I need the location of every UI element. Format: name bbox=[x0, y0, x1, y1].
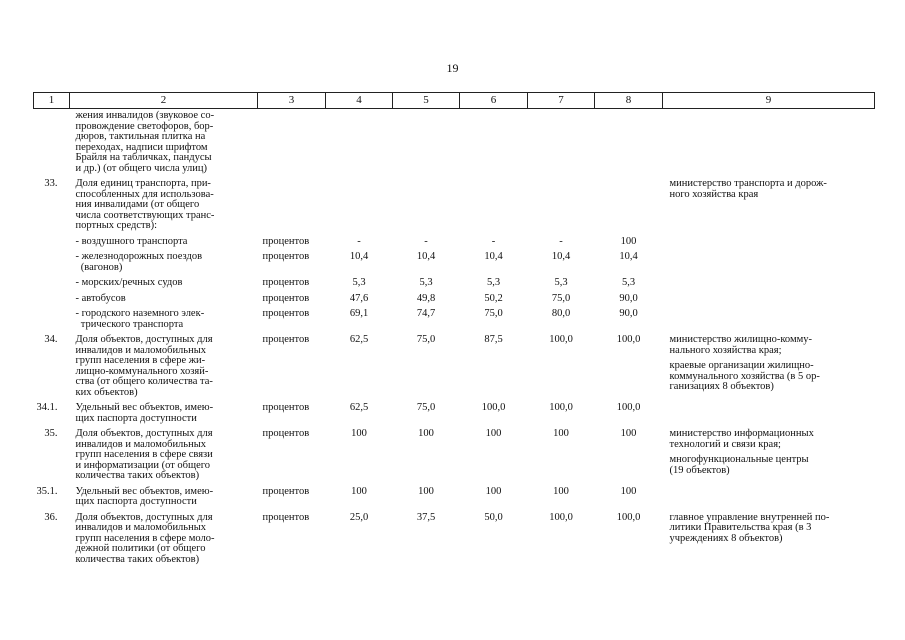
row-number bbox=[34, 292, 70, 308]
column-header: 7 bbox=[528, 93, 595, 109]
value-cell: 90,0 bbox=[619, 292, 638, 304]
table-row bbox=[34, 333, 875, 401]
value-cell: 50,2 bbox=[484, 292, 503, 304]
value-cell: 100,0 bbox=[616, 402, 641, 413]
indicator-name: - воздушного транспорта bbox=[75, 235, 188, 247]
table-row bbox=[34, 292, 875, 308]
table-row bbox=[34, 485, 875, 511]
unit-cell: процентов bbox=[262, 235, 310, 247]
unit-cell: процентов bbox=[262, 485, 310, 497]
column-header: 4 bbox=[326, 93, 393, 109]
table-body bbox=[34, 109, 875, 569]
row-number bbox=[34, 250, 70, 276]
unit-cell: процентов bbox=[262, 334, 310, 345]
responsible-entry: главное управление внутренней по- литики Правительства края (в 3 учреждениях 8 объектов) bbox=[669, 511, 830, 544]
column-header: 5 bbox=[393, 93, 460, 109]
value-cell: 100 bbox=[620, 235, 637, 247]
responsible-cell bbox=[663, 177, 875, 235]
value-cell: 100 bbox=[351, 485, 367, 497]
value-cell: 62,5 bbox=[349, 402, 369, 413]
value-cell: 50,0 bbox=[484, 511, 503, 523]
header-row bbox=[34, 93, 875, 109]
indicator-name: Доля объектов, доступных для инвалидов и маломобильных групп населения в сфере моло- дежной политики (от общего количества таких объектов) bbox=[75, 511, 215, 565]
unit-cell: процентов bbox=[262, 292, 310, 304]
value-cell bbox=[393, 177, 460, 235]
table-row bbox=[34, 276, 875, 292]
unit-cell: процентов bbox=[262, 308, 310, 319]
value-cell: - bbox=[559, 235, 563, 247]
value-cell: 10,4 bbox=[416, 251, 436, 262]
unit-cell bbox=[258, 109, 326, 178]
unit-cell bbox=[258, 177, 326, 235]
row-number: 33. bbox=[44, 178, 58, 189]
table-row bbox=[34, 307, 875, 333]
column-header: 8 bbox=[595, 93, 663, 109]
value-cell bbox=[595, 177, 663, 235]
value-cell: 100,0 bbox=[616, 511, 641, 523]
indicator-name: - железнодорожных поездов (вагонов) bbox=[75, 251, 203, 273]
indicator-name: Доля объектов, доступных для инвалидов и маломобильных групп населения в сфере связи и информатизации (от общего количества таких объектов) bbox=[75, 428, 213, 481]
table-row bbox=[34, 511, 875, 569]
value-cell: 37,5 bbox=[416, 511, 436, 523]
value-cell: - bbox=[424, 235, 428, 247]
value-cell bbox=[393, 109, 460, 178]
responsible-entry: министерство транспорта и дорож- ного хозяйства края bbox=[669, 178, 827, 200]
responsible-cell bbox=[663, 250, 875, 276]
value-cell: 100,0 bbox=[549, 334, 573, 345]
row-number: 35.1. bbox=[36, 485, 58, 497]
value-cell: 75,0 bbox=[551, 292, 571, 304]
value-cell: 74,7 bbox=[416, 308, 436, 319]
value-cell bbox=[528, 109, 595, 178]
value-cell: 62,5 bbox=[349, 334, 369, 345]
value-cell: 49,8 bbox=[416, 292, 436, 304]
value-cell: 5,3 bbox=[621, 277, 636, 288]
table-row bbox=[34, 177, 875, 235]
responsible-cell bbox=[663, 292, 875, 308]
table-row bbox=[34, 427, 875, 485]
value-cell: 5,3 bbox=[486, 277, 501, 288]
value-cell bbox=[460, 109, 528, 178]
value-cell: 47,6 bbox=[349, 292, 369, 304]
value-cell: - bbox=[357, 235, 361, 247]
value-cell: 100 bbox=[553, 485, 569, 497]
value-cell: 75,0 bbox=[416, 402, 436, 413]
value-cell: 69,1 bbox=[349, 308, 369, 319]
row-number bbox=[34, 276, 70, 292]
unit-cell: процентов bbox=[262, 251, 310, 262]
row-number: 34.1. bbox=[36, 402, 58, 413]
value-cell: - bbox=[491, 235, 496, 247]
value-cell: 100 bbox=[418, 428, 434, 439]
row-number bbox=[34, 307, 70, 333]
responsible-cell bbox=[663, 276, 875, 292]
responsible-entry: многофункциональные центры (19 объектов) bbox=[669, 454, 809, 476]
table-row bbox=[34, 235, 875, 251]
unit-cell: процентов bbox=[262, 511, 310, 523]
value-cell: 100,0 bbox=[549, 402, 573, 413]
value-cell: 100,0 bbox=[481, 402, 506, 413]
responsible-entry: министерство информационных технологий и связи края; bbox=[669, 428, 814, 450]
value-cell: 75,0 bbox=[484, 308, 503, 319]
value-cell: 100 bbox=[418, 485, 434, 497]
column-header: 1 bbox=[34, 93, 70, 109]
column-header: 3 bbox=[258, 93, 326, 109]
row-number bbox=[34, 109, 70, 178]
responsible-cell bbox=[663, 109, 875, 178]
indicator-name: Доля объектов, доступных для инвалидов и маломобильных групп населения в сфере жи- лищно-коммунального хозяй- ства (от общего количества та- ких объектов) bbox=[75, 334, 213, 398]
value-cell: 100,0 bbox=[616, 334, 641, 345]
row-number: 36. bbox=[44, 511, 58, 523]
indicator-name: - автобусов bbox=[75, 292, 126, 304]
responsible-entry: министерство жилищно-комму- нального хозяйства края; bbox=[669, 334, 813, 356]
value-cell: 10,4 bbox=[349, 251, 369, 262]
unit-cell: процентов bbox=[262, 402, 310, 413]
value-cell: 10,4 bbox=[484, 251, 503, 262]
column-header: 2 bbox=[70, 93, 258, 109]
value-cell: 5,3 bbox=[352, 277, 366, 288]
indicator-name: - морских/речных судов bbox=[75, 277, 183, 288]
value-cell: 10,4 bbox=[551, 251, 571, 262]
value-cell: 75,0 bbox=[416, 334, 436, 345]
responsible-cell bbox=[663, 401, 875, 427]
indicator-name: - городского наземного элек- трического транспорта bbox=[75, 308, 205, 330]
value-cell: 80,0 bbox=[551, 308, 571, 319]
responsible-cell bbox=[663, 485, 875, 511]
responsible-cell bbox=[663, 333, 875, 401]
value-cell: 5,3 bbox=[554, 277, 568, 288]
value-cell: 100 bbox=[351, 428, 367, 439]
value-cell: 10,4 bbox=[619, 251, 638, 262]
value-cell bbox=[326, 109, 393, 178]
responsible-entry: краевые организации жилищно- коммунального хозяйства (в 5 ор- ганизациях 8 объектов) bbox=[669, 360, 820, 392]
value-cell bbox=[595, 109, 663, 178]
indicators-table bbox=[33, 92, 875, 568]
value-cell bbox=[460, 177, 528, 235]
page-number: 19 bbox=[446, 61, 459, 75]
value-cell: 25,0 bbox=[349, 511, 369, 523]
responsible-cell bbox=[663, 235, 875, 251]
responsible-cell bbox=[663, 511, 875, 569]
table-row bbox=[34, 250, 875, 276]
unit-cell: процентов bbox=[262, 277, 310, 288]
indicator-name: Удельный вес объектов, имею- щих паспорта доступности bbox=[75, 402, 214, 424]
table-row bbox=[34, 401, 875, 427]
row-number: 34. bbox=[44, 334, 58, 345]
value-cell: 100 bbox=[620, 428, 637, 439]
unit-cell: процентов bbox=[262, 428, 310, 439]
value-cell: 87,5 bbox=[484, 334, 503, 345]
row-number bbox=[34, 235, 70, 251]
value-cell: 100 bbox=[553, 428, 569, 439]
value-cell: 90,0 bbox=[619, 308, 638, 319]
value-cell: 100,0 bbox=[549, 511, 573, 523]
value-cell: 5,3 bbox=[419, 277, 433, 288]
table-row bbox=[34, 109, 875, 178]
indicator-name: Доля единиц транспорта, при- способленных для использова- ния инвалидами (от общего числа соответствующих транс- портных средств): bbox=[75, 178, 215, 231]
row-number: 35. bbox=[44, 428, 58, 439]
responsible-cell bbox=[663, 427, 875, 485]
value-cell: 100 bbox=[485, 428, 502, 439]
indicator-name: жения инвалидов (звуковое со- провождение светофоров, бор- дюров, тактильная плитка на переходах, надписи шрифтом Брайля на табличках, пандусы и др.) (от общего числа улиц) bbox=[75, 110, 215, 174]
responsible-cell bbox=[663, 307, 875, 333]
value-cell bbox=[326, 177, 393, 235]
value-cell: 100 bbox=[620, 485, 637, 497]
column-header: 6 bbox=[460, 93, 528, 109]
column-header: 9 bbox=[663, 93, 875, 109]
indicator-name: Удельный вес объектов, имею- щих паспорта доступности bbox=[75, 485, 214, 507]
value-cell bbox=[528, 177, 595, 235]
value-cell: 100 bbox=[485, 485, 502, 497]
